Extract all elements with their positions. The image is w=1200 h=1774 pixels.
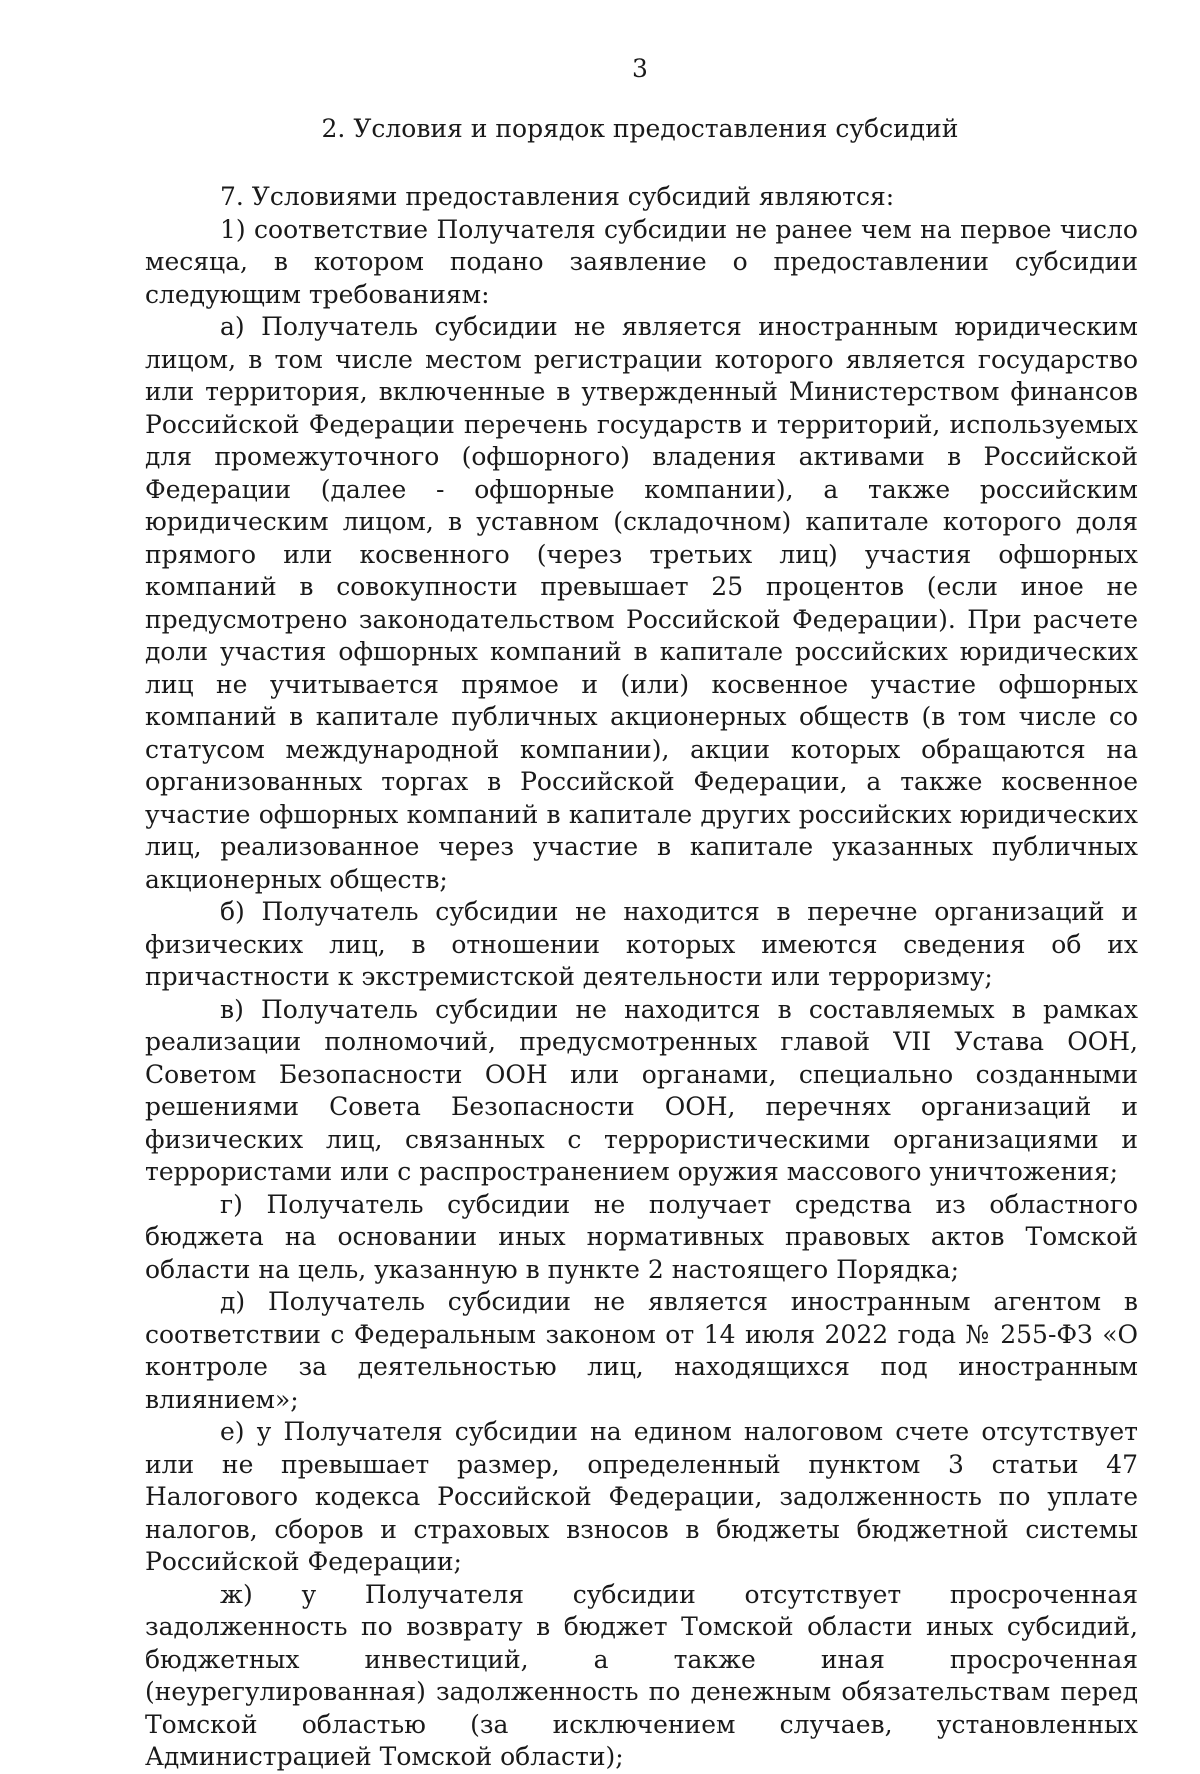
paragraph-subitem-g: г) Получатель субсидии не получает средства из областного бюджета на основании иных нормативных правовых актов Томской области на цель, указанную в пункте 2 настоящего Порядка; — [145, 1189, 1138, 1284]
paragraph-subitem-a: а) Получатель субсидии не является иностранным юридическим лицом, в том числе местом регистрации которого является государство или территория, включенные в утвержденный Министерством финансов Российской Федерации перечень государств и территорий, используемых для промежуточного (офшорного) владения активами в Российской Федерации (далее - офшорные компании), а также российским юридическим лицом, в уставном (складочном) капитале которого доля прямого или косвенного (через третьих лиц) участия офшорных компаний в совокупности превышает 25 процентов (если иное не предусмотрено законодательством Российской Федерации). При расчете доли участия офшорных компаний в капитале российских юридических лиц не учитывается прямое и (или) косвенное участие офшорных компаний в капитале публичных акционерных обществ (в том числе со статусом международной компании), акции которых обращаются на организованных торгах в Российской Федерации, а также косвенное участие офшорных компаний в капитале других российских юридических лиц, реализованное через участие в капитале указанных публичных акционерных обществ; — [145, 312, 1138, 894]
paragraph-subitem-zh: ж) у Получателя субсидии отсутствует просроченная задолженность по возврату в бюджет Томской области иных субсидий, бюджетных инвестиций, а также иная просроченная (неурегулированная) задолженность по денежным обязательствам перед Томской областью (за исключением случаев, установленных Администрацией Томской области); — [145, 1579, 1138, 1771]
section-title: 2. Условия и порядок предоставления субсидий — [321, 114, 959, 143]
paragraph-subitem-e: е) у Получателя субсидии на едином налоговом счете отсутствует или не превышает размер, определенный пунктом 3 статьи 47 Налогового кодекса Российской Федерации, задолженность по уплате налогов, сборов и страховых взносов в бюджеты бюджетной системы Российской Федерации; — [145, 1417, 1138, 1576]
paragraph-item-7: 7. Условиями предоставления субсидий являются: — [220, 182, 895, 211]
paragraph-subitem-v: в) Получатель субсидии не находится в составляемых в рамках реализации полномочий, предусмотренных главой VII Устава ООН, Советом Безопасности ООН или органами, специально созданными решениями Совета Безопасности ООН, перечнях организаций и физических лиц, связанных с террористическими организациями и террористами или с распространением оружия массового уничтожения; — [145, 994, 1138, 1186]
document-body — [145, 181, 1138, 1774]
paragraph-subitem-d: д) Получатель субсидии не является иностранным агентом в соответствии с Федеральным законом от 14 июля 2022 года № 255-ФЗ «О контроле за деятельностью лиц, находящихся под иностранным влиянием»; — [145, 1287, 1138, 1414]
page-number: 3 — [632, 54, 648, 83]
paragraph-subitem-1: 1) соответствие Получателя субсидии не ранее чем на первое число месяца, в котором подано заявление о предоставлении субсидии следующим требованиям: — [145, 214, 1138, 309]
paragraph-subitem-b: б) Получатель субсидии не находится в перечне организаций и физических лиц, в отношении которых имеются сведения об их причастности к экстремистской деятельности или терроризму; — [145, 897, 1138, 991]
